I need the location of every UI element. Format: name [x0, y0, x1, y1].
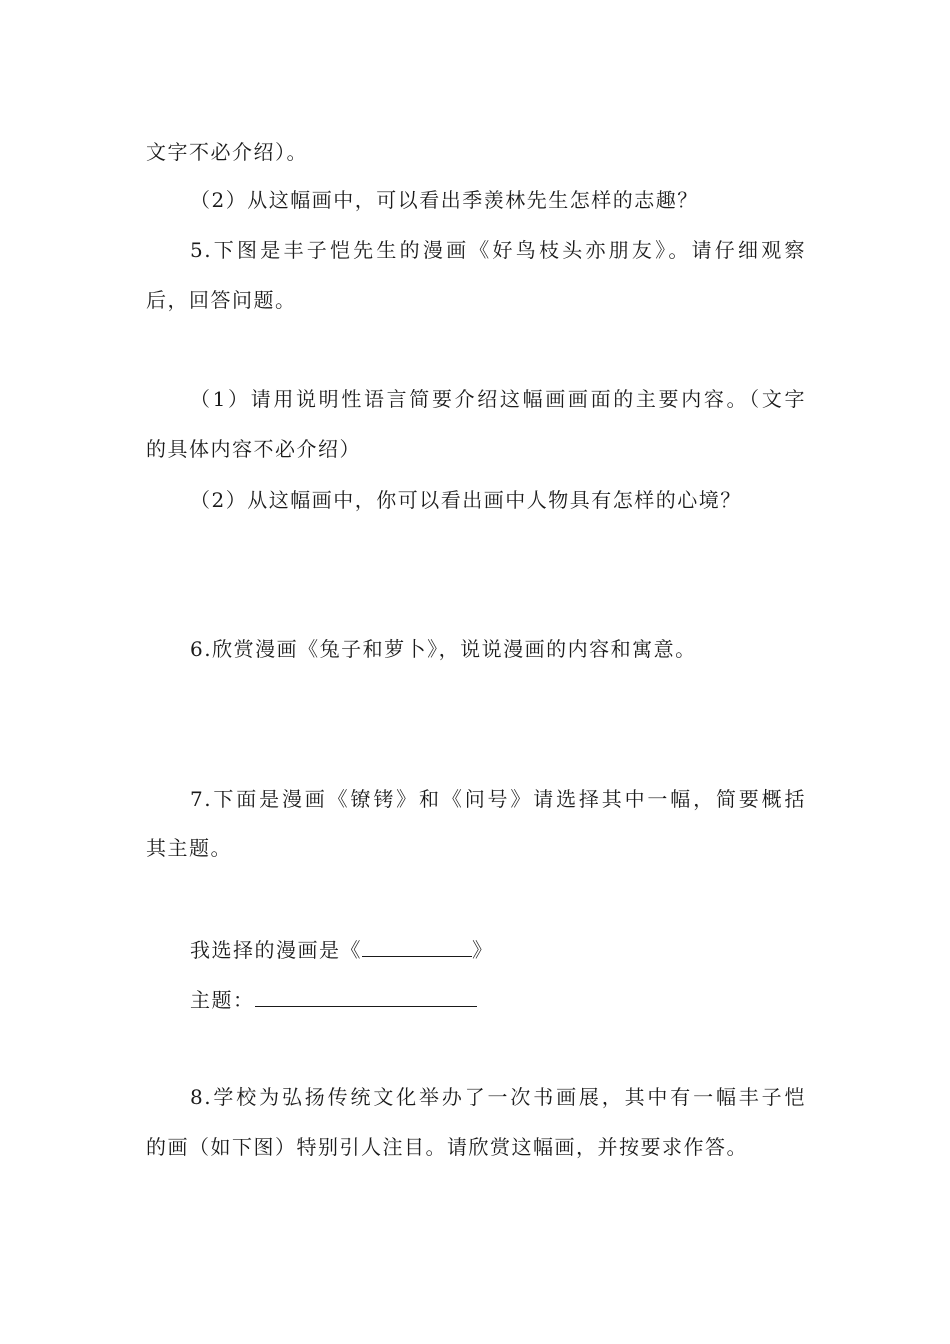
answer-choice-line	[190, 936, 806, 962]
question-5-1: （1）请用说明性语言简要介绍这幅画画面的主要内容。（文字	[190, 387, 806, 411]
question-8-title: 8.学校为弘扬传统文化举办了一次书画展，其中有一幅丰子恺	[190, 1085, 806, 1109]
answer-choice-blank[interactable]	[362, 936, 472, 957]
question-4-2: （2）从这幅画中，可以看出季羡林先生怎样的志趣？	[190, 188, 699, 212]
text-line: 文字不必介绍）。	[146, 140, 308, 164]
question-7-title-cont: 其主题。	[146, 836, 232, 860]
answer-choice-label: 我选择的漫画是《	[190, 938, 362, 962]
question-7-title: 7.下面是漫画《镣铐》和《问号》请选择其中一幅，简要概括	[190, 787, 806, 811]
question-5-title: 5.下图是丰子恺先生的漫画《好鸟枝头亦朋友》。请仔细观察	[190, 238, 806, 262]
answer-theme-blank[interactable]	[255, 986, 477, 1007]
question-6: 6.欣赏漫画《兔子和萝卜》，说说漫画的内容和寓意。	[190, 637, 697, 661]
question-8-title-cont: 的画（如下图）特别引人注目。请欣赏这幅画，并按要求作答。	[146, 1135, 748, 1159]
answer-theme-label: 主题：	[190, 988, 255, 1012]
question-5-1-cont: 的具体内容不必介绍）	[146, 437, 361, 461]
answer-theme-line	[190, 986, 806, 1012]
answer-choice-close: 》	[472, 938, 494, 962]
question-5-title-cont: 后，回答问题。	[146, 288, 297, 312]
question-5-2: （2）从这幅画中，你可以看出画中人物具有怎样的心境？	[190, 488, 742, 512]
